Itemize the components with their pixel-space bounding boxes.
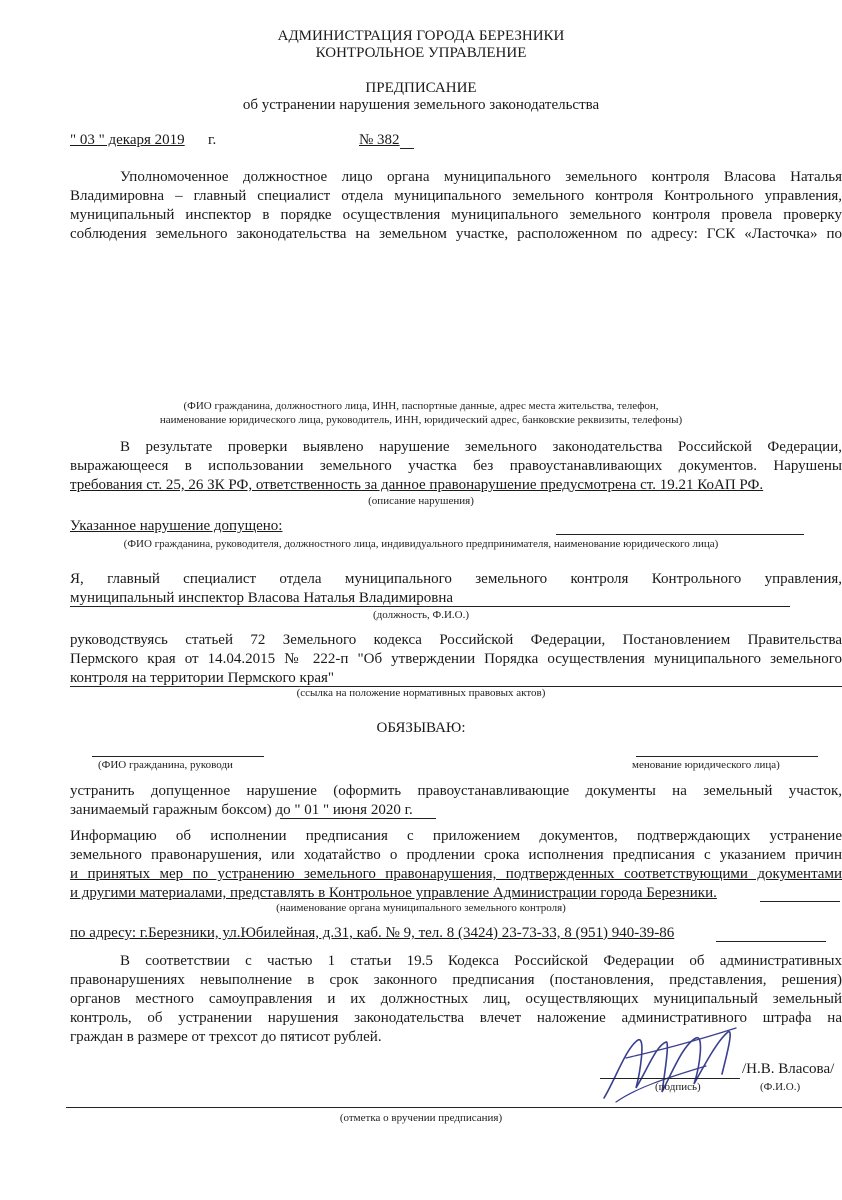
department-name: КОНТРОЛЬНОЕ УПРАВЛЕНИЕ bbox=[315, 45, 527, 61]
violation-line: требования ст. 25, 26 ЗК РФ, ответственность за данное правонарушение предусмотрена ст. 19.21 КоАП РФ. bbox=[70, 477, 764, 493]
intro-line: соблюдения земельного законодательства на земельном участке, расположенном по адресу: ГСК «Ласточка» по bbox=[70, 226, 842, 242]
oblige-heading: ОБЯЗЫВАЮ: bbox=[376, 720, 466, 736]
report-line: земельного правонарушения, или ходатайство о продлении срока исполнения предписания с указанием причин bbox=[70, 847, 842, 863]
inspector-line: муниципальный инспектор Власова Наталья Владимировна bbox=[70, 590, 454, 606]
violation-line: выражающееся в использовании земельного участка без правоустанавливающих документов. Нарушены bbox=[70, 458, 842, 474]
inspector-line: Я, главный специалист отдела муниципального земельного контроля Контрольного управления, bbox=[70, 571, 842, 587]
intro-line: муниципальный инспектор в порядке осуществления муниципального земельного контроля провела проверку bbox=[70, 207, 842, 223]
handwritten-signature bbox=[596, 1018, 746, 1108]
contact-address: по адресу: г.Березники, ул.Юбилейная, д.31, каб. № 9, тел. 8 (3424) 23-73-33, 8 (951) 940-39-86 bbox=[70, 925, 675, 941]
signer-name: /Н.В. Власова/ bbox=[742, 1061, 835, 1077]
person-caption-2: наименование юридического лица, руководитель, ИНН, юридический адрес, банковские реквизиты, телефоны) bbox=[159, 414, 683, 426]
name-caption: (Ф.И.О.) bbox=[760, 1081, 801, 1093]
document-number: № 382 bbox=[359, 132, 400, 148]
signature-caption: (подпись) bbox=[655, 1081, 701, 1093]
penalty-line: контроль, об устранении нарушения законодательства влечет наложение административного штрафа на bbox=[70, 1010, 842, 1026]
committed-label: Указанное нарушение допущено: bbox=[70, 518, 283, 534]
order-line: устранить допущенное нарушение (оформить правоустанавливающие документы на земельный участок, bbox=[70, 783, 842, 799]
legal-line: Пермского края от 14.04.2015 № 222-п "Об утверждении Порядка осуществления муниципального земельного bbox=[70, 651, 842, 667]
document-date: " 03 " декаря 2019 bbox=[70, 132, 185, 148]
penalty-line: В соответствии с частью 1 статьи 19.5 Кодекса Российской Федерации об административных bbox=[120, 953, 842, 969]
report-paragraph bbox=[70, 827, 842, 903]
violation-line: В результате проверки выявлено нарушение земельного законодательства Российской Федерации, bbox=[120, 439, 842, 455]
inspector-caption: (должность, Ф.И.О.) bbox=[372, 609, 470, 621]
legal-line: руководствуясь статьей 72 Земельного кодекса Российской Федерации, Постановлением Правительства bbox=[70, 632, 842, 648]
receipt-caption: (отметка о вручении предписания) bbox=[339, 1112, 503, 1124]
report-line: Информацию об исполнении предписания с приложением документов, подтверждающих устранение bbox=[70, 828, 842, 844]
penalty-line: граждан в размере от трехсот до пятисот рублей. bbox=[70, 1029, 382, 1045]
report-line: и другими материалами, представлять в Контрольное управление Администрации города Березники. bbox=[70, 885, 717, 901]
document-subtitle: об устранении нарушения земельного законодательства bbox=[242, 97, 600, 113]
org-name: АДМИНИСТРАЦИЯ ГОРОДА БЕРЕЗНИКИ bbox=[277, 28, 565, 44]
violation-paragraph bbox=[70, 438, 842, 495]
intro-line: Уполномоченное должностное лицо органа муниципального земельного контроля Власова Наталья bbox=[120, 169, 842, 185]
order-paragraph bbox=[70, 782, 842, 820]
redacted-area bbox=[70, 252, 842, 398]
inspector-paragraph bbox=[70, 570, 842, 608]
person-caption-1: (ФИО гражданина, должностного лица, ИНН, паспортные данные, адрес места жительства, телефон, bbox=[183, 400, 659, 412]
oblige-caption-left: (ФИО гражданина, руководи bbox=[98, 759, 233, 771]
violation-caption: (описание нарушения) bbox=[368, 495, 474, 507]
intro-paragraph bbox=[70, 168, 842, 244]
legal-line: контроля на территории Пермского края" bbox=[70, 670, 335, 686]
order-line: занимаемый гаражным боксом) до " 01 " июня 2020 г. bbox=[70, 802, 413, 818]
report-line: и принятых мер по устранению земельного правонарушения, подтвержденных соответствующими документами bbox=[70, 866, 842, 882]
document-date-suffix: г. bbox=[208, 132, 217, 148]
intro-line: Владимировна – главный специалист отдела муниципального земельного контроля Контрольного управления, bbox=[70, 188, 842, 204]
penalty-line: правонарушениях невыполнение в срок законного предписания (постановления, представления, решения) bbox=[70, 972, 842, 988]
legal-paragraph bbox=[70, 631, 842, 688]
oblige-caption-right: менование юридического лица) bbox=[632, 759, 780, 771]
report-caption: (наименование органа муниципального земельного контроля) bbox=[276, 902, 566, 914]
penalty-line: органов местного самоуправления и их должностных лиц, осуществляющих муниципальный земельный bbox=[70, 991, 842, 1007]
legal-caption: (ссылка на положение нормативных правовых актов) bbox=[296, 687, 546, 699]
committed-caption: (ФИО гражданина, руководителя, должностного лица, индивидуального предпринимателя, наименование юридического лица) bbox=[123, 538, 719, 550]
document-title: ПРЕДПИСАНИЕ bbox=[365, 80, 477, 96]
